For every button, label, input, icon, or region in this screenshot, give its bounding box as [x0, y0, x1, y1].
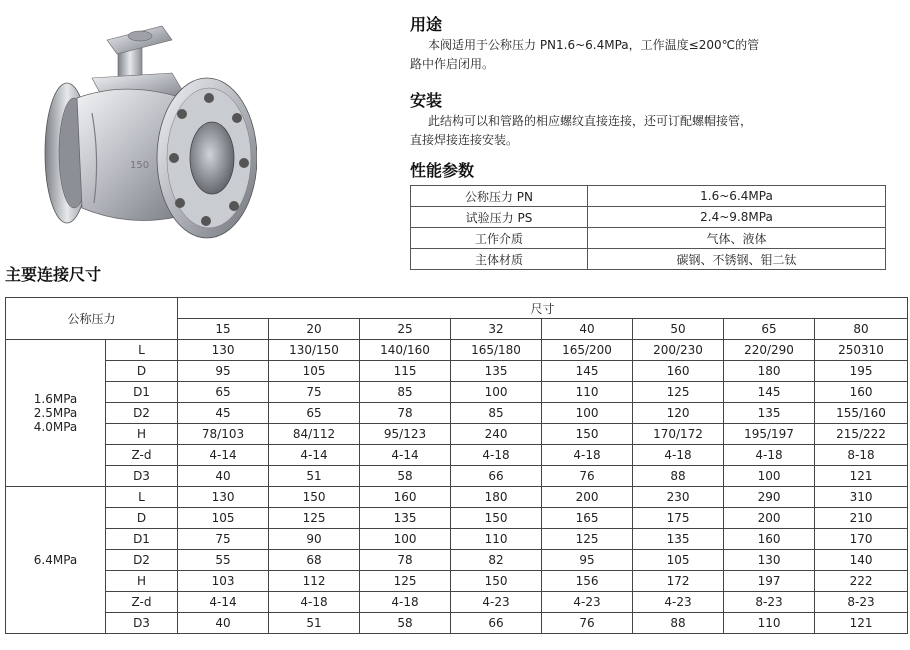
table-cell: 145 — [724, 382, 815, 403]
table-cell: 197 — [724, 571, 815, 592]
table-cell: 200 — [724, 508, 815, 529]
usage-text-line-2: 路中作启闭用。 — [410, 57, 495, 71]
table-cell: 105 — [178, 508, 269, 529]
table-cell: 75 — [178, 529, 269, 550]
size-header: 32 — [451, 319, 542, 340]
table-cell: 4-23 — [633, 592, 724, 613]
table-cell: 95 — [542, 550, 633, 571]
param-value: 气体、液体 — [588, 228, 886, 249]
table-cell: 55 — [178, 550, 269, 571]
table-cell: 100 — [542, 403, 633, 424]
table-cell: 150 — [451, 571, 542, 592]
pressure-line: 1.6MPa — [33, 392, 78, 406]
table-cell: 155/160 — [815, 403, 908, 424]
table-cell: 130 — [178, 340, 269, 361]
param-key: 试验压力 PS — [411, 207, 588, 228]
table-cell: 140 — [815, 550, 908, 571]
table-row — [6, 403, 908, 424]
table-cell: 51 — [269, 466, 360, 487]
pressure-group-cell — [6, 340, 106, 487]
table-cell: 66 — [451, 613, 542, 634]
table-cell: 66 — [451, 466, 542, 487]
table-cell: 4-14 — [178, 445, 269, 466]
table-cell: 4-18 — [724, 445, 815, 466]
table-cell: 8-23 — [724, 592, 815, 613]
table-row — [6, 424, 908, 445]
table-cell: 175 — [633, 508, 724, 529]
table-cell: 76 — [542, 613, 633, 634]
table-cell: 240 — [451, 424, 542, 445]
table-cell: 4-23 — [542, 592, 633, 613]
table-cell: 195/197 — [724, 424, 815, 445]
table-cell: 4-18 — [360, 592, 451, 613]
param-value: 2.4~9.8MPa — [588, 207, 886, 228]
row-label: D1 — [106, 529, 178, 550]
table-cell: 76 — [542, 466, 633, 487]
table-row — [6, 613, 908, 634]
param-value: 碳钢、不锈钢、钼二钛 — [588, 249, 886, 270]
table-cell: 125 — [633, 382, 724, 403]
dimensions-table — [5, 297, 908, 634]
table-cell: 100 — [451, 382, 542, 403]
performance-heading: 性能参数 — [410, 161, 475, 180]
table-cell: 160 — [815, 382, 908, 403]
size-header: 40 — [542, 319, 633, 340]
table-cell: 215/222 — [815, 424, 908, 445]
table-cell: 100 — [360, 529, 451, 550]
ball-valve-image — [22, 18, 257, 250]
usage-heading: 用途 — [410, 15, 443, 34]
table-cell: 85 — [360, 382, 451, 403]
row-label: H — [106, 571, 178, 592]
table-cell: 105 — [633, 550, 724, 571]
table-cell: 125 — [360, 571, 451, 592]
svg-text:150: 150 — [130, 160, 150, 171]
table-row — [6, 466, 908, 487]
table-cell: 110 — [542, 382, 633, 403]
size-header: 15 — [178, 319, 269, 340]
table-cell: 120 — [633, 403, 724, 424]
table-cell: 45 — [178, 403, 269, 424]
table-cell: 95 — [178, 361, 269, 382]
table-cell: 135 — [724, 403, 815, 424]
table-cell: 4-23 — [451, 592, 542, 613]
table-cell: 165/180 — [451, 340, 542, 361]
table-cell: 121 — [815, 613, 908, 634]
table-cell: 58 — [360, 466, 451, 487]
table-cell: 78 — [360, 403, 451, 424]
table-row — [6, 487, 908, 508]
table-cell: 65 — [269, 403, 360, 424]
table-cell: 130 — [178, 487, 269, 508]
table-cell: 4-18 — [269, 592, 360, 613]
install-text-line-2: 直接焊接连接安装。 — [410, 133, 519, 147]
table-cell: 78/103 — [178, 424, 269, 445]
table-row — [6, 592, 908, 613]
table-cell: 40 — [178, 466, 269, 487]
table-cell: 95/123 — [360, 424, 451, 445]
size-header: 80 — [815, 319, 908, 340]
table-cell: 125 — [542, 529, 633, 550]
table-cell: 150 — [269, 487, 360, 508]
table-cell: 165 — [542, 508, 633, 529]
table-cell: 195 — [815, 361, 908, 382]
param-key: 公称压力 PN — [411, 186, 588, 207]
table-cell: 160 — [360, 487, 451, 508]
table-row — [411, 207, 886, 228]
table-cell: 310 — [815, 487, 908, 508]
row-label: L — [106, 340, 178, 361]
table-row — [6, 382, 908, 403]
performance-table — [410, 185, 886, 270]
row-label: D1 — [106, 382, 178, 403]
table-cell: 4-18 — [542, 445, 633, 466]
table-cell: 145 — [542, 361, 633, 382]
table-row — [6, 550, 908, 571]
row-label: D — [106, 508, 178, 529]
table-cell: 51 — [269, 613, 360, 634]
table-cell: 103 — [178, 571, 269, 592]
dimensions-heading: 主要连接尺寸 — [5, 265, 102, 284]
table-cell: 100 — [724, 466, 815, 487]
table-cell: 8-18 — [815, 445, 908, 466]
row-label: Z-d — [106, 445, 178, 466]
table-cell: 105 — [269, 361, 360, 382]
table-cell: 4-14 — [269, 445, 360, 466]
header-pressure: 公称压力 — [6, 298, 178, 340]
table-cell: 84/112 — [269, 424, 360, 445]
table-cell: 68 — [269, 550, 360, 571]
param-key: 主体材质 — [411, 249, 588, 270]
size-header: 25 — [360, 319, 451, 340]
table-cell: 200 — [542, 487, 633, 508]
pressure-line: 4.0MPa — [33, 420, 78, 434]
row-label: H — [106, 424, 178, 445]
table-cell: 290 — [724, 487, 815, 508]
install-text-line-1: 此结构可以和管路的相应螺纹直接连接，还可订配螺帽接管， — [428, 114, 753, 128]
table-row — [411, 249, 886, 270]
table-cell: 220/290 — [724, 340, 815, 361]
table-cell: 112 — [269, 571, 360, 592]
table-cell: 130/150 — [269, 340, 360, 361]
table-cell: 170/172 — [633, 424, 724, 445]
row-label: L — [106, 487, 178, 508]
table-cell: 130 — [724, 550, 815, 571]
row-label: D3 — [106, 613, 178, 634]
table-cell: 156 — [542, 571, 633, 592]
row-label: D2 — [106, 550, 178, 571]
table-cell: 180 — [451, 487, 542, 508]
table-cell: 165/200 — [542, 340, 633, 361]
size-header: 50 — [633, 319, 724, 340]
table-row — [6, 445, 908, 466]
usage-text-line-1: 本阀适用于公称压力 PN1.6~6.4MPa，工作温度≤200℃的管 — [428, 38, 760, 52]
table-row — [411, 186, 886, 207]
table-cell: 135 — [633, 529, 724, 550]
pressure-line: 2.5MPa — [33, 406, 78, 420]
table-cell: 40 — [178, 613, 269, 634]
table-cell: 58 — [360, 613, 451, 634]
pressure-line: 6.4MPa — [33, 553, 78, 567]
size-header: 65 — [724, 319, 815, 340]
table-header-row — [6, 298, 908, 319]
row-label: Z-d — [106, 592, 178, 613]
size-header: 20 — [269, 319, 360, 340]
table-cell: 8-23 — [815, 592, 908, 613]
table-row — [6, 361, 908, 382]
table-cell: 88 — [633, 613, 724, 634]
table-cell: 135 — [360, 508, 451, 529]
table-cell: 78 — [360, 550, 451, 571]
table-cell: 160 — [724, 529, 815, 550]
table-cell: 150 — [451, 508, 542, 529]
table-row — [6, 340, 908, 361]
table-cell: 135 — [451, 361, 542, 382]
table-cell: 230 — [633, 487, 724, 508]
table-row — [6, 529, 908, 550]
table-cell: 210 — [815, 508, 908, 529]
table-cell: 172 — [633, 571, 724, 592]
table-row — [6, 571, 908, 592]
table-cell: 110 — [724, 613, 815, 634]
install-heading: 安装 — [410, 91, 443, 110]
table-row — [6, 508, 908, 529]
param-value: 1.6~6.4MPa — [588, 186, 886, 207]
table-cell: 4-18 — [633, 445, 724, 466]
table-cell: 4-18 — [451, 445, 542, 466]
table-cell: 88 — [633, 466, 724, 487]
header-size: 尺寸 — [178, 298, 908, 319]
row-label: D3 — [106, 466, 178, 487]
table-cell: 110 — [451, 529, 542, 550]
table-cell: 90 — [269, 529, 360, 550]
table-cell: 170 — [815, 529, 908, 550]
table-cell: 4-14 — [178, 592, 269, 613]
table-cell: 250310 — [815, 340, 908, 361]
table-cell: 75 — [269, 382, 360, 403]
table-cell: 160 — [633, 361, 724, 382]
table-cell: 180 — [724, 361, 815, 382]
table-row — [411, 228, 886, 249]
table-cell: 140/160 — [360, 340, 451, 361]
table-cell: 4-14 — [360, 445, 451, 466]
param-key: 工作介质 — [411, 228, 588, 249]
table-cell: 82 — [451, 550, 542, 571]
table-cell: 121 — [815, 466, 908, 487]
row-label: D2 — [106, 403, 178, 424]
table-cell: 150 — [542, 424, 633, 445]
row-label: D — [106, 361, 178, 382]
pressure-group-cell — [6, 487, 106, 634]
table-cell: 200/230 — [633, 340, 724, 361]
table-cell: 115 — [360, 361, 451, 382]
table-cell: 85 — [451, 403, 542, 424]
table-cell: 125 — [269, 508, 360, 529]
table-cell: 65 — [178, 382, 269, 403]
table-cell: 222 — [815, 571, 908, 592]
